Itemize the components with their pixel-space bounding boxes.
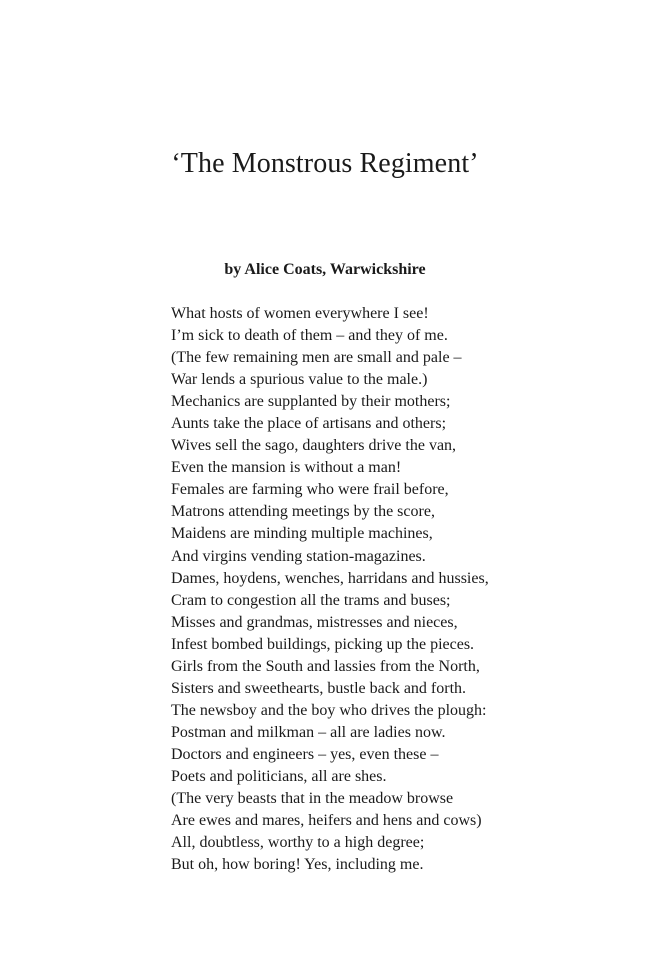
poem-line: Matrons attending meetings by the score,	[171, 503, 435, 521]
poem-line: Mechanics are supplanted by their mothers;	[171, 393, 451, 411]
poem-line: Infest bombed buildings, picking up the pieces.	[171, 635, 475, 653]
poem-line: (The few remaining men are small and pale –	[171, 349, 462, 367]
poem-line: Cram to congestion all the trams and buses;	[171, 591, 451, 609]
poem-line: What hosts of women everywhere I see!	[171, 305, 429, 322]
poem-line: But oh, how boring! Yes, including me.	[171, 856, 424, 874]
poem-line: Wives sell the sago, daughters drive the van,	[171, 437, 457, 455]
poem-line: Poets and politicians, all are shes.	[171, 767, 387, 785]
poem-line: Girls from the South and lassies from the North,	[171, 657, 480, 675]
poem-line: The newsboy and the boy who drives the plough:	[171, 701, 487, 719]
poem-line: I’m sick to death of them – and they of me.	[171, 327, 448, 345]
poem-line: Aunts take the place of artisans and others;	[171, 415, 447, 433]
poem-line: And virgins vending station-magazines.	[171, 547, 426, 565]
poem-line: Are ewes and mares, heifers and hens and cows)	[171, 812, 482, 830]
poem-line: (The very beasts that in the meadow browse	[171, 790, 454, 808]
poem-line: Misses and grandmas, mistresses and nieces,	[171, 613, 458, 631]
poem-line: All, doubtless, worthy to a high degree;	[171, 834, 425, 852]
poem-line: Maidens are minding multiple machines,	[171, 525, 433, 543]
poem-body	[171, 303, 591, 876]
poem-line: Females are farming who were frail before,	[171, 481, 449, 499]
poem-line: Dames, hoydens, wenches, harridans and hussies,	[171, 569, 489, 587]
poem-line: Sisters and sweethearts, bustle back and forth.	[171, 679, 467, 697]
poem-line: War lends a spurious value to the male.)	[171, 371, 428, 389]
poem-line: Postman and milkman – all are ladies now.	[171, 723, 446, 741]
poem-title: ‘The Monstrous Regiment’	[171, 148, 479, 179]
poem-byline: by Alice Coats, Warwickshire	[224, 261, 426, 278]
poem-line: Doctors and engineers – yes, even these –	[171, 745, 439, 763]
poem-line: Even the mansion is without a man!	[171, 459, 402, 477]
